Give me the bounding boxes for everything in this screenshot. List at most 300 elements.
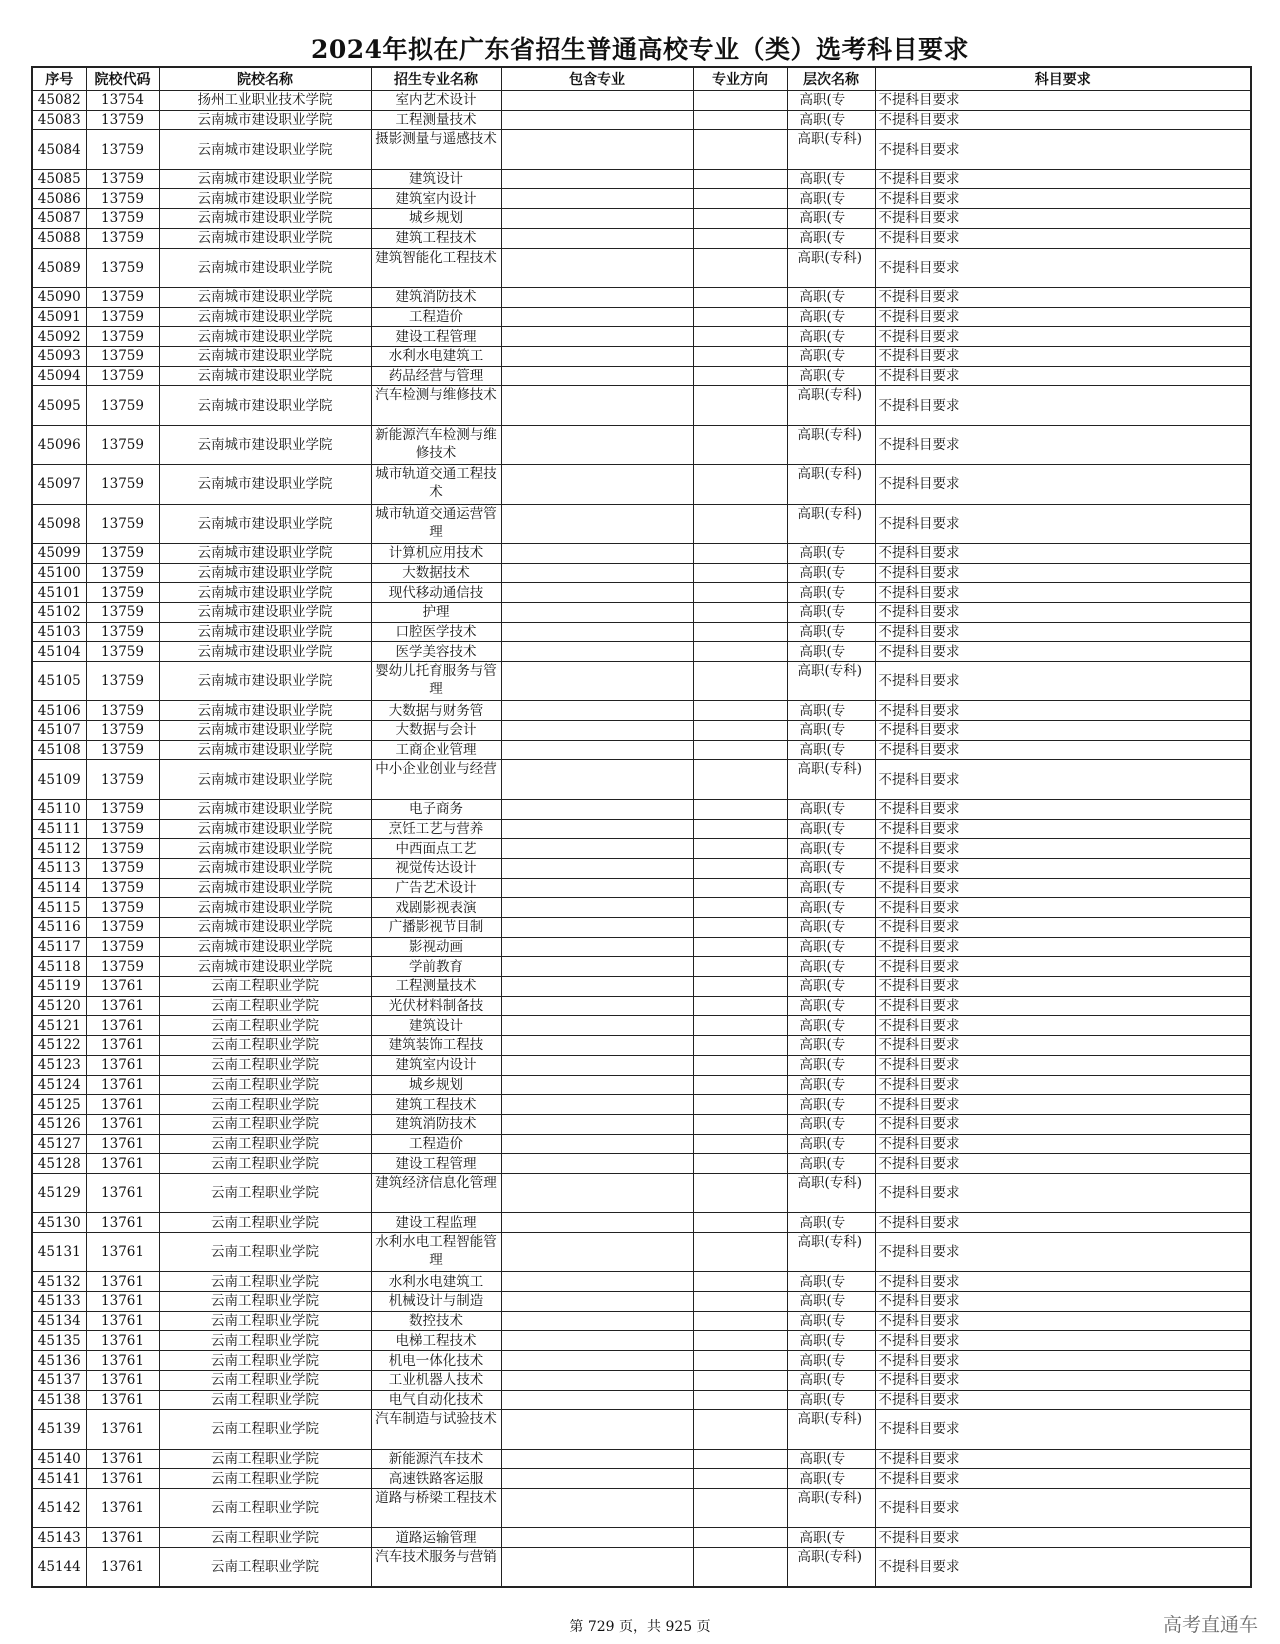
major-name: 城市轨道交通工程技术 xyxy=(371,465,501,504)
school-code: 13759 xyxy=(86,937,159,957)
school-name: 云南工程职业学院 xyxy=(159,1410,371,1449)
major-name: 汽车制造与试验技术 xyxy=(371,1410,501,1449)
level-name: 高职(专科) xyxy=(787,1410,875,1449)
school-name: 云南工程职业学院 xyxy=(159,1351,371,1371)
school-name: 云南城市建设职业学院 xyxy=(159,248,371,287)
school-code: 13759 xyxy=(86,602,159,622)
subject-requirement: 不提科目要求 xyxy=(875,248,1251,287)
row-number: 45089 xyxy=(32,248,86,287)
major-name: 工程测量技术 xyxy=(371,110,501,130)
major-direction xyxy=(693,799,787,819)
subject-requirement: 不提科目要求 xyxy=(875,307,1251,327)
major-name: 水利水电建筑工 xyxy=(371,346,501,366)
table-row xyxy=(32,1173,1251,1212)
page-footer: 第 729 页，共 925 页 xyxy=(569,1619,711,1635)
major-name: 工业机器人技术 xyxy=(371,1370,501,1390)
included-majors xyxy=(501,169,693,189)
school-name: 云南工程职业学院 xyxy=(159,1233,371,1272)
subject-requirement: 不提科目要求 xyxy=(875,1095,1251,1115)
major-name: 汽车检测与维修技术 xyxy=(371,386,501,425)
level-name: 高职(专 xyxy=(787,1016,875,1036)
subject-requirement: 不提科目要求 xyxy=(875,957,1251,977)
major-direction xyxy=(693,602,787,622)
major-name: 视觉传达设计 xyxy=(371,858,501,878)
level-name: 高职(专 xyxy=(787,622,875,642)
row-number: 45099 xyxy=(32,543,86,563)
major-name: 机械设计与制造 xyxy=(371,1292,501,1312)
school-name: 云南城市建设职业学院 xyxy=(159,721,371,741)
level-name: 高职(专 xyxy=(787,563,875,583)
subject-requirement: 不提科目要求 xyxy=(875,346,1251,366)
row-number: 45135 xyxy=(32,1331,86,1351)
level-name: 高职(专 xyxy=(787,602,875,622)
major-direction xyxy=(693,1233,787,1272)
row-number: 45103 xyxy=(32,622,86,642)
school-name: 云南工程职业学院 xyxy=(159,1134,371,1154)
row-number: 45141 xyxy=(32,1469,86,1489)
table-row xyxy=(32,1528,1251,1548)
level-name: 高职(专科) xyxy=(787,504,875,543)
included-majors xyxy=(501,1154,693,1174)
level-name: 高职(专 xyxy=(787,721,875,741)
header-requirement: 科目要求 xyxy=(875,67,1251,91)
table-row xyxy=(32,839,1251,859)
included-majors xyxy=(501,996,693,1016)
included-majors xyxy=(501,1272,693,1292)
school-code: 13761 xyxy=(86,1075,159,1095)
row-number: 45137 xyxy=(32,1370,86,1390)
row-number: 45143 xyxy=(32,1528,86,1548)
row-number: 45121 xyxy=(32,1016,86,1036)
school-name: 云南城市建设职业学院 xyxy=(159,189,371,209)
row-number: 45131 xyxy=(32,1233,86,1272)
school-code: 13759 xyxy=(86,721,159,741)
major-name: 机电一体化技术 xyxy=(371,1351,501,1371)
school-code: 13761 xyxy=(86,1055,159,1075)
level-name: 高职(专 xyxy=(787,1292,875,1312)
included-majors xyxy=(501,425,693,464)
included-majors xyxy=(501,386,693,425)
subject-requirement: 不提科目要求 xyxy=(875,1331,1251,1351)
school-name: 云南城市建设职业学院 xyxy=(159,918,371,938)
school-name: 云南城市建设职业学院 xyxy=(159,740,371,760)
level-name: 高职(专 xyxy=(787,1311,875,1331)
school-name: 云南城市建设职业学院 xyxy=(159,583,371,603)
level-name: 高职(专 xyxy=(787,701,875,721)
major-direction xyxy=(693,465,787,504)
subject-requirement: 不提科目要求 xyxy=(875,760,1251,799)
included-majors xyxy=(501,1055,693,1075)
school-name: 云南城市建设职业学院 xyxy=(159,642,371,662)
subject-requirement: 不提科目要求 xyxy=(875,1154,1251,1174)
major-name: 建筑智能化工程技术 xyxy=(371,248,501,287)
level-name: 高职(专 xyxy=(787,346,875,366)
school-code: 13761 xyxy=(86,1548,159,1588)
subject-requirement: 不提科目要求 xyxy=(875,1173,1251,1212)
major-name: 新能源汽车检测与维修技术 xyxy=(371,425,501,464)
table-row xyxy=(32,602,1251,622)
table-row xyxy=(32,1410,1251,1449)
major-direction xyxy=(693,504,787,543)
table-row xyxy=(32,1488,1251,1527)
school-code: 13759 xyxy=(86,563,159,583)
school-code: 13759 xyxy=(86,504,159,543)
included-majors xyxy=(501,1390,693,1410)
subject-requirement: 不提科目要求 xyxy=(875,1016,1251,1036)
subject-requirement: 不提科目要求 xyxy=(875,543,1251,563)
major-direction xyxy=(693,819,787,839)
school-code: 13759 xyxy=(86,169,159,189)
included-majors xyxy=(501,1173,693,1212)
row-number: 45110 xyxy=(32,799,86,819)
major-name: 现代移动通信技 xyxy=(371,583,501,603)
major-direction xyxy=(693,1370,787,1390)
school-name: 云南城市建设职业学院 xyxy=(159,287,371,307)
school-code: 13761 xyxy=(86,1370,159,1390)
level-name: 高职(专 xyxy=(787,878,875,898)
row-number: 45117 xyxy=(32,937,86,957)
subject-requirement: 不提科目要求 xyxy=(875,996,1251,1016)
school-code: 13759 xyxy=(86,189,159,209)
row-number: 45096 xyxy=(32,425,86,464)
major-direction xyxy=(693,1173,787,1212)
included-majors xyxy=(501,858,693,878)
school-code: 13761 xyxy=(86,1390,159,1410)
included-majors xyxy=(501,1292,693,1312)
major-name: 汽车技术服务与营销 xyxy=(371,1548,501,1588)
school-code: 13759 xyxy=(86,740,159,760)
table-row xyxy=(32,169,1251,189)
level-name: 高职(专科) xyxy=(787,130,875,169)
level-name: 高职(专 xyxy=(787,918,875,938)
table-row xyxy=(32,287,1251,307)
row-number: 45126 xyxy=(32,1114,86,1134)
school-name: 云南城市建设职业学院 xyxy=(159,169,371,189)
school-name: 云南工程职业学院 xyxy=(159,1114,371,1134)
table-row xyxy=(32,1469,1251,1489)
row-number: 45129 xyxy=(32,1173,86,1212)
included-majors xyxy=(501,465,693,504)
major-name: 广播影视节目制 xyxy=(371,918,501,938)
school-code: 13759 xyxy=(86,839,159,859)
row-number: 45086 xyxy=(32,189,86,209)
major-name: 医学美容技术 xyxy=(371,642,501,662)
level-name: 高职(专 xyxy=(787,1469,875,1489)
major-name: 光伏材料制备技 xyxy=(371,996,501,1016)
row-number: 45118 xyxy=(32,957,86,977)
table-row xyxy=(32,543,1251,563)
major-direction xyxy=(693,1311,787,1331)
level-name: 高职(专 xyxy=(787,1390,875,1410)
school-code: 13759 xyxy=(86,701,159,721)
row-number: 45082 xyxy=(32,91,86,111)
subject-requirement: 不提科目要求 xyxy=(875,1370,1251,1390)
school-code: 13759 xyxy=(86,425,159,464)
school-name: 云南城市建设职业学院 xyxy=(159,228,371,248)
major-direction xyxy=(693,898,787,918)
school-code: 13759 xyxy=(86,209,159,229)
table-row xyxy=(32,307,1251,327)
subject-requirement: 不提科目要求 xyxy=(875,721,1251,741)
included-majors xyxy=(501,878,693,898)
school-code: 13759 xyxy=(86,543,159,563)
included-majors xyxy=(501,1351,693,1371)
row-number: 45098 xyxy=(32,504,86,543)
row-number: 45128 xyxy=(32,1154,86,1174)
included-majors xyxy=(501,1488,693,1527)
row-number: 45119 xyxy=(32,977,86,997)
major-direction xyxy=(693,878,787,898)
school-name: 云南工程职业学院 xyxy=(159,1469,371,1489)
table-row xyxy=(32,701,1251,721)
included-majors xyxy=(501,1370,693,1390)
included-majors xyxy=(501,346,693,366)
subject-requirement: 不提科目要求 xyxy=(875,602,1251,622)
level-name: 高职(专 xyxy=(787,839,875,859)
level-name: 高职(专 xyxy=(787,1331,875,1351)
school-name: 云南工程职业学院 xyxy=(159,1488,371,1527)
school-name: 云南城市建设职业学院 xyxy=(159,386,371,425)
school-name: 云南工程职业学院 xyxy=(159,1213,371,1233)
school-name: 云南城市建设职业学院 xyxy=(159,504,371,543)
school-code: 13761 xyxy=(86,1488,159,1527)
included-majors xyxy=(501,1449,693,1469)
major-direction xyxy=(693,583,787,603)
included-majors xyxy=(501,1469,693,1489)
included-majors xyxy=(501,819,693,839)
level-name: 高职(专 xyxy=(787,1154,875,1174)
school-name: 云南工程职业学院 xyxy=(159,1173,371,1212)
school-name: 云南城市建设职业学院 xyxy=(159,110,371,130)
major-name: 工程测量技术 xyxy=(371,977,501,997)
school-code: 13761 xyxy=(86,1134,159,1154)
table-row xyxy=(32,977,1251,997)
school-code: 13761 xyxy=(86,1036,159,1056)
major-direction xyxy=(693,977,787,997)
subject-requirement: 不提科目要求 xyxy=(875,366,1251,386)
major-direction xyxy=(693,1114,787,1134)
school-code: 13759 xyxy=(86,858,159,878)
school-code: 13759 xyxy=(86,918,159,938)
school-name: 云南工程职业学院 xyxy=(159,1016,371,1036)
row-number: 45132 xyxy=(32,1272,86,1292)
table-row xyxy=(32,583,1251,603)
school-code: 13759 xyxy=(86,346,159,366)
included-majors xyxy=(501,937,693,957)
level-name: 高职(专 xyxy=(787,898,875,918)
major-name: 建筑装饰工程技 xyxy=(371,1036,501,1056)
school-code: 13761 xyxy=(86,1114,159,1134)
major-direction xyxy=(693,209,787,229)
school-code: 13761 xyxy=(86,1449,159,1469)
school-name: 云南城市建设职业学院 xyxy=(159,799,371,819)
header-school: 院校名称 xyxy=(159,67,371,91)
table-row xyxy=(32,91,1251,111)
school-code: 13759 xyxy=(86,327,159,347)
major-direction xyxy=(693,1528,787,1548)
major-name: 建设工程管理 xyxy=(371,1154,501,1174)
major-direction xyxy=(693,1154,787,1174)
school-code: 13759 xyxy=(86,642,159,662)
subject-requirement: 不提科目要求 xyxy=(875,839,1251,859)
major-direction xyxy=(693,327,787,347)
header-major: 招生专业名称 xyxy=(371,67,501,91)
major-direction xyxy=(693,662,787,701)
subject-requirement: 不提科目要求 xyxy=(875,1311,1251,1331)
included-majors xyxy=(501,602,693,622)
subject-requirement: 不提科目要求 xyxy=(875,1114,1251,1134)
level-name: 高职(专 xyxy=(787,996,875,1016)
level-name: 高职(专 xyxy=(787,1036,875,1056)
row-number: 45111 xyxy=(32,819,86,839)
major-name: 道路与桥梁工程技术 xyxy=(371,1488,501,1527)
school-code: 13759 xyxy=(86,130,159,169)
school-name: 云南工程职业学院 xyxy=(159,1331,371,1351)
header-direction: 专业方向 xyxy=(693,67,787,91)
included-majors xyxy=(501,504,693,543)
major-direction xyxy=(693,1036,787,1056)
row-number: 45140 xyxy=(32,1449,86,1469)
header-code: 院校代码 xyxy=(86,67,159,91)
subject-requirement: 不提科目要求 xyxy=(875,799,1251,819)
requirements-table xyxy=(31,66,1252,1588)
row-number: 45095 xyxy=(32,386,86,425)
table-row xyxy=(32,1370,1251,1390)
school-name: 云南工程职业学院 xyxy=(159,1390,371,1410)
table-row xyxy=(32,1292,1251,1312)
school-code: 13759 xyxy=(86,465,159,504)
included-majors xyxy=(501,1036,693,1056)
row-number: 45100 xyxy=(32,563,86,583)
school-code: 13761 xyxy=(86,1331,159,1351)
level-name: 高职(专科) xyxy=(787,1488,875,1527)
major-direction xyxy=(693,701,787,721)
table-row xyxy=(32,898,1251,918)
included-majors xyxy=(501,366,693,386)
school-code: 13761 xyxy=(86,996,159,1016)
table-row xyxy=(32,1075,1251,1095)
row-number: 45087 xyxy=(32,209,86,229)
major-name: 建筑消防技术 xyxy=(371,1114,501,1134)
major-direction xyxy=(693,1055,787,1075)
major-name: 数控技术 xyxy=(371,1311,501,1331)
subject-requirement: 不提科目要求 xyxy=(875,878,1251,898)
subject-requirement: 不提科目要求 xyxy=(875,858,1251,878)
school-name: 云南城市建设职业学院 xyxy=(159,346,371,366)
level-name: 高职(专 xyxy=(787,169,875,189)
subject-requirement: 不提科目要求 xyxy=(875,1134,1251,1154)
major-name: 城乡规划 xyxy=(371,1075,501,1095)
table-row xyxy=(32,110,1251,130)
school-code: 13761 xyxy=(86,1213,159,1233)
major-direction xyxy=(693,110,787,130)
included-majors xyxy=(501,918,693,938)
school-name: 云南城市建设职业学院 xyxy=(159,839,371,859)
subject-requirement: 不提科目要求 xyxy=(875,1351,1251,1371)
level-name: 高职(专科) xyxy=(787,425,875,464)
subject-requirement: 不提科目要求 xyxy=(875,1036,1251,1056)
level-name: 高职(专 xyxy=(787,209,875,229)
major-name: 道路运输管理 xyxy=(371,1528,501,1548)
major-name: 建筑消防技术 xyxy=(371,287,501,307)
included-majors xyxy=(501,839,693,859)
included-majors xyxy=(501,583,693,603)
school-name: 云南工程职业学院 xyxy=(159,1154,371,1174)
row-number: 45083 xyxy=(32,110,86,130)
school-name: 云南工程职业学院 xyxy=(159,1272,371,1292)
major-direction xyxy=(693,858,787,878)
level-name: 高职(专 xyxy=(787,1134,875,1154)
included-majors xyxy=(501,1095,693,1115)
included-majors xyxy=(501,662,693,701)
included-majors xyxy=(501,543,693,563)
school-code: 13759 xyxy=(86,760,159,799)
row-number: 45094 xyxy=(32,366,86,386)
major-name: 新能源汽车技术 xyxy=(371,1449,501,1469)
table-row xyxy=(32,957,1251,977)
major-name: 工商企业管理 xyxy=(371,740,501,760)
school-name: 云南城市建设职业学院 xyxy=(159,543,371,563)
row-number: 45093 xyxy=(32,346,86,366)
major-direction xyxy=(693,1390,787,1410)
major-direction xyxy=(693,1449,787,1469)
table-row xyxy=(32,425,1251,464)
table-row xyxy=(32,563,1251,583)
level-name: 高职(专科) xyxy=(787,465,875,504)
school-name: 云南工程职业学院 xyxy=(159,1528,371,1548)
row-number: 45102 xyxy=(32,602,86,622)
school-name: 云南工程职业学院 xyxy=(159,1055,371,1075)
table-row xyxy=(32,130,1251,169)
included-majors xyxy=(501,1233,693,1272)
level-name: 高职(专 xyxy=(787,937,875,957)
major-direction xyxy=(693,1488,787,1527)
school-code: 13761 xyxy=(86,1233,159,1272)
school-code: 13759 xyxy=(86,622,159,642)
table-row xyxy=(32,799,1251,819)
table-row xyxy=(32,858,1251,878)
included-majors xyxy=(501,701,693,721)
table-row xyxy=(32,1548,1251,1588)
subject-requirement: 不提科目要求 xyxy=(875,977,1251,997)
subject-requirement: 不提科目要求 xyxy=(875,1055,1251,1075)
school-code: 13761 xyxy=(86,977,159,997)
table-row xyxy=(32,209,1251,229)
table-row xyxy=(32,228,1251,248)
table-row xyxy=(32,1114,1251,1134)
school-code: 13759 xyxy=(86,287,159,307)
school-code: 13761 xyxy=(86,1154,159,1174)
school-code: 13761 xyxy=(86,1469,159,1489)
school-name: 云南城市建设职业学院 xyxy=(159,819,371,839)
subject-requirement: 不提科目要求 xyxy=(875,1528,1251,1548)
subject-requirement: 不提科目要求 xyxy=(875,918,1251,938)
table-header-row xyxy=(32,67,1251,91)
subject-requirement: 不提科目要求 xyxy=(875,209,1251,229)
table-row xyxy=(32,1016,1251,1036)
school-name: 云南工程职业学院 xyxy=(159,1370,371,1390)
major-name: 工程造价 xyxy=(371,307,501,327)
major-name: 建筑室内设计 xyxy=(371,1055,501,1075)
row-number: 45109 xyxy=(32,760,86,799)
table-row xyxy=(32,662,1251,701)
school-name: 云南城市建设职业学院 xyxy=(159,760,371,799)
level-name: 高职(专 xyxy=(787,977,875,997)
included-majors xyxy=(501,189,693,209)
major-name: 水利水电工程智能管理 xyxy=(371,1233,501,1272)
school-name: 云南城市建设职业学院 xyxy=(159,898,371,918)
major-direction xyxy=(693,642,787,662)
